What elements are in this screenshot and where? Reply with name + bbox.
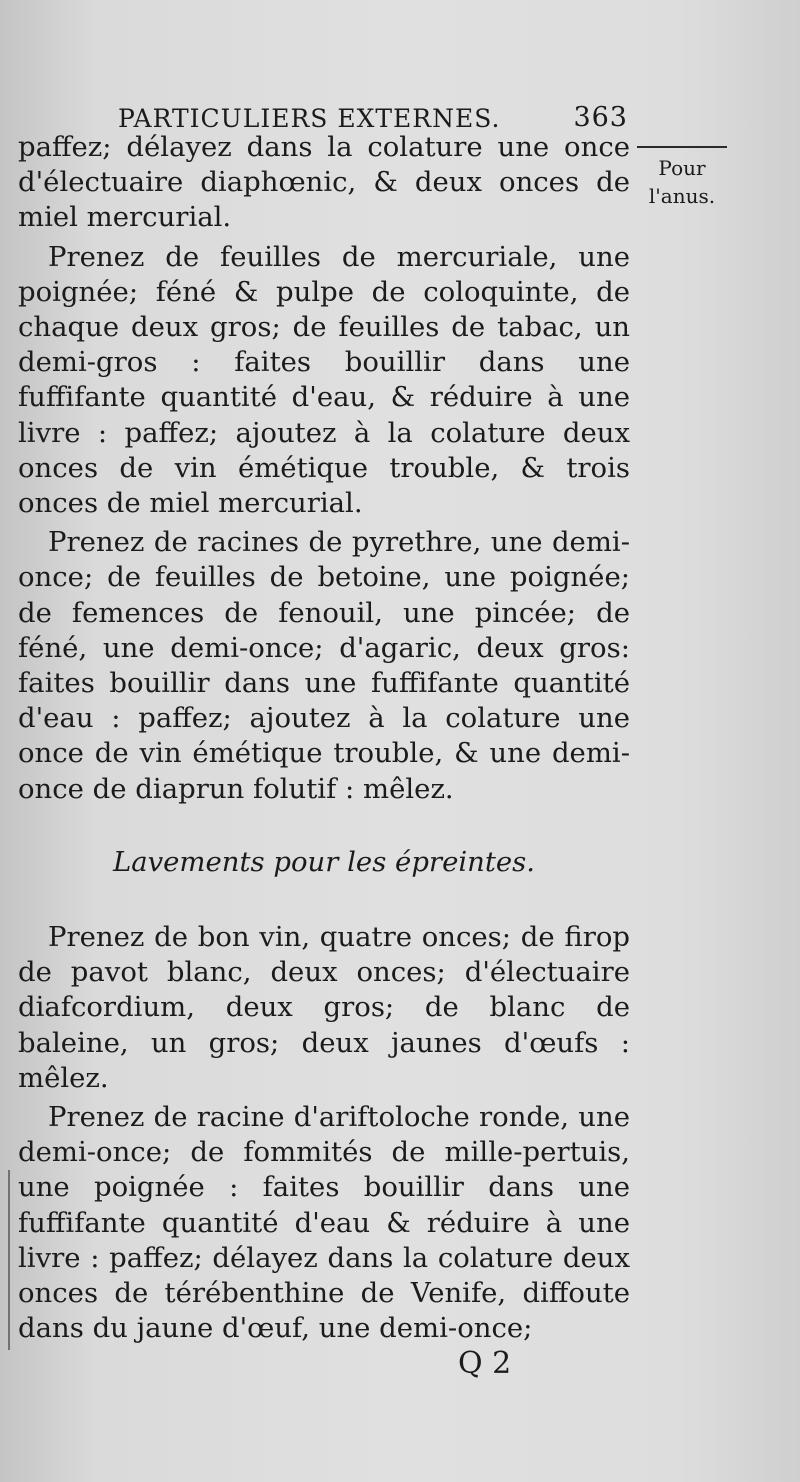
signature-mark: Q 2	[458, 1346, 512, 1381]
paragraph-1: paffez; délayez dans la colature une once d'électuaire diaphœnic, & deux onces de miel mercurial.	[18, 131, 630, 234]
page-number: 363	[573, 102, 628, 133]
section-heading: Lavements pour les épreintes.	[112, 845, 536, 878]
margin-note	[636, 146, 728, 210]
body-text	[18, 130, 630, 1347]
margin-note-line-2: l'anus.	[648, 184, 716, 208]
paragraph-4: Prenez de bon vin, quatre onces; de firop de pavot blanc, deux onces; d'électuaire diafcordium, deux gros; de blanc de baleine, un gros; deux jaunes d'œufs : mêlez.	[18, 921, 630, 1094]
paragraph-3: Prenez de racines de pyrethre, une demi-once; de feuilles de betoine, une poignée; de femences de fenouil, une pincée; de féné, une demi-once; d'agaric, deux gros: faites bouillir dans une fuffifante quantité d'eau : paffez; ajoutez à la colature une once de vin émétique trouble, & une demi-once de diaprun folutif : mêlez.	[18, 526, 630, 805]
binding-shadow	[8, 1170, 10, 1350]
running-title: PARTICULIERS EXTERNES.	[118, 104, 501, 133]
paragraph-5: Prenez de racine d'ariftoloche ronde, une demi-once; de fommités de mille-pertuis, une poignée : faites bouillir dans une fuffifante quantité d'eau & réduire à une livre : paffez; délayez dans la colature deux onces de térébenthine de Venife, diffoute dans du jaune d'œuf, une demi-once;	[18, 1101, 630, 1345]
margin-rule	[637, 146, 727, 148]
margin-note-line-1: Pour	[658, 156, 706, 180]
paragraph-2: Prenez de feuilles de mercuriale, une poignée; féné & pulpe de coloquinte, de chaque deux gros; de feuilles de tabac, un demi-gros : faites bouillir dans une fuffifante quantité d'eau, & réduire à une livre : paffez; ajoutez à la colature deux onces de vin émétique trouble, & trois onces de miel mercurial.	[18, 240, 630, 520]
